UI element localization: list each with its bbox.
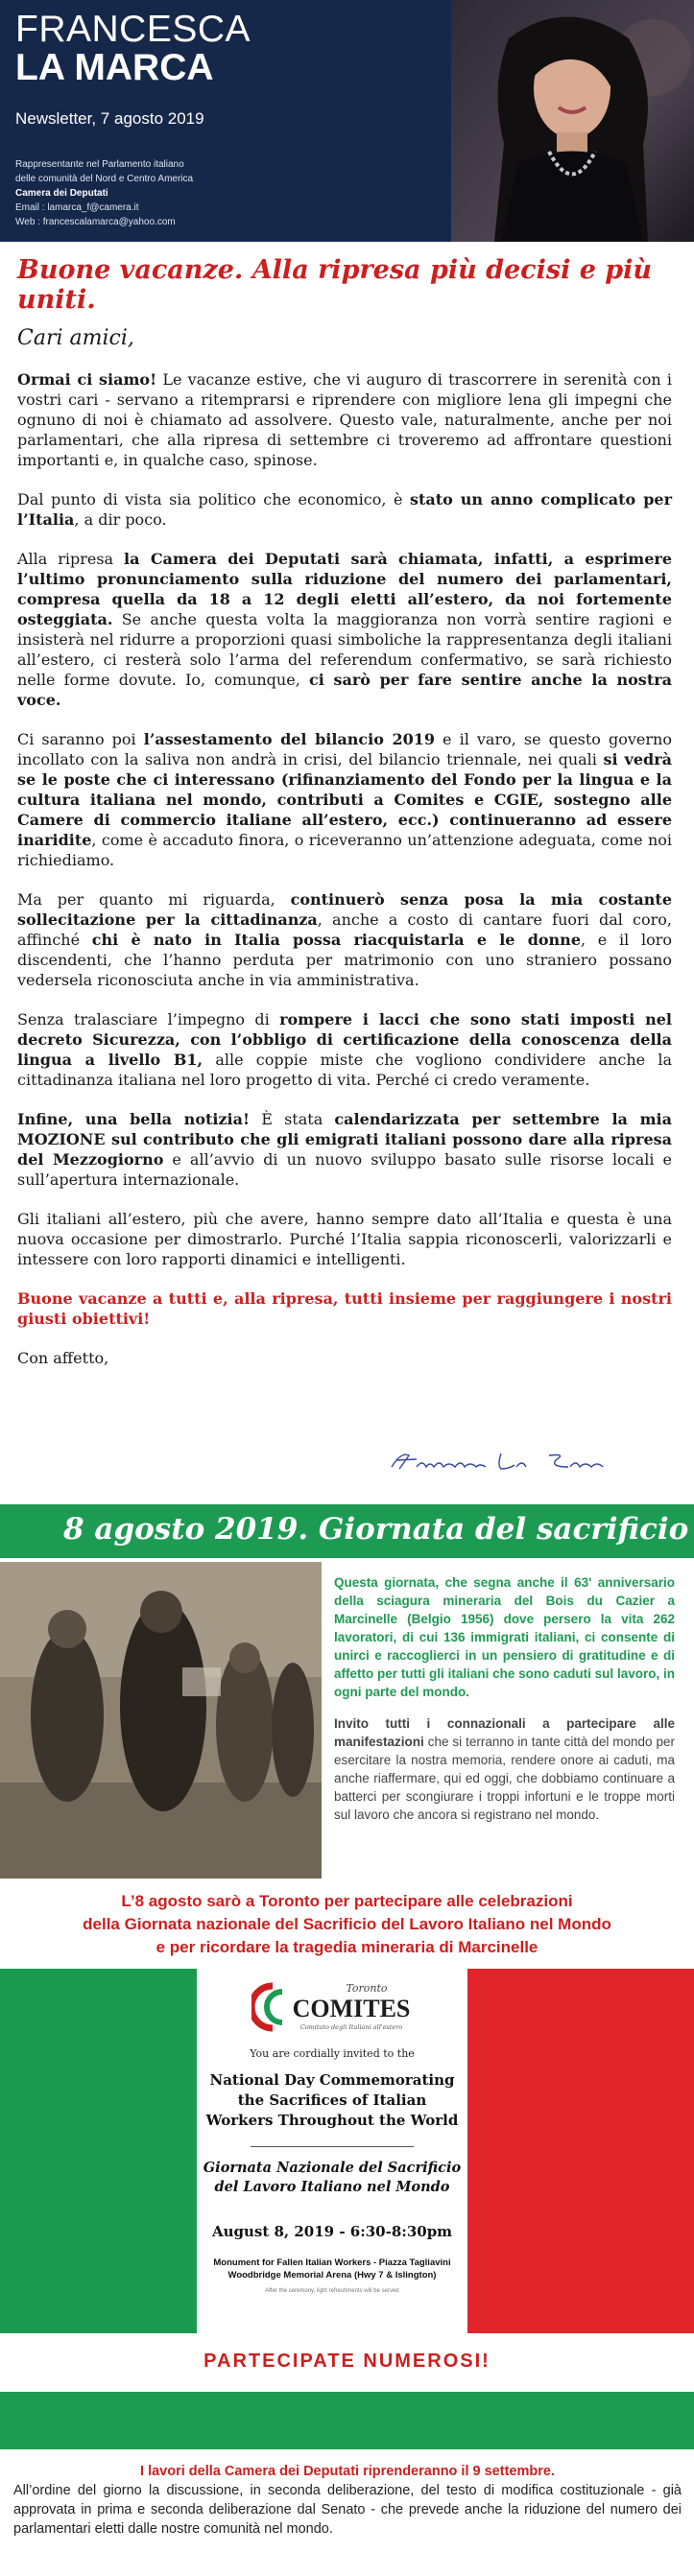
flyer-location-line: Woodbridge Memorial Arena (Hwy 7 & Islington) xyxy=(227,2270,437,2281)
flyer-title-en: National Day Commemorating the Sacrifices of Italian Workers Throughout the World xyxy=(205,2071,459,2129)
green-stripe xyxy=(0,2392,694,2449)
bold-text: l’assestamento del bilancio 2019 xyxy=(143,730,435,748)
flyer-location xyxy=(197,2257,467,2281)
letter-paragraph xyxy=(17,489,672,530)
sacrificio-intro: Questa giornata, che segna anche il 63' anniversario della sciagura mineraria del Bois du Cazier a Marcinelle (Belgio 1956) dove persero la vita 262 lavoratori, di cui 136 immigrati italiani, ci consente di unirci e raccoglierci in un pensiero di gratitudine e di affetto per tutti gli italiani che sono caduti sul lavoro, in ogni parte del mondo. xyxy=(334,1575,675,1699)
text-run: Dal punto di vista sia politico che economico, è xyxy=(17,490,410,508)
text-run: Senza tralasciare l’impegno di xyxy=(17,1010,280,1028)
bold-text: continuerò senza posa la mia costante sollecitazione per la cittadinanza xyxy=(17,890,672,929)
text-run: Ma per quanto mi riguarda, xyxy=(17,890,291,909)
svg-text:Comitato degli Italiani all'es: Comitato degli Italiani all'estero xyxy=(299,2023,403,2031)
text-run: , e il loro discendenti, che l’hanno perduta per matrimonio con uno straniero possano vedersela riconosciuta anche in via amministrativa. xyxy=(17,931,672,989)
author-role: Rappresentante nel Parlamento italiano xyxy=(15,159,184,170)
text-run: Alla ripresa xyxy=(17,550,124,568)
bold-text: la Camera dei Deputati sarà chiamata, infatti, a esprimere l’ultimo pronunciamento sulla riduzione del numero dei parlamentari, compresa quella da 18 a 12 degli eletti all’estero, da noi fortemente osteggiata. xyxy=(17,550,673,628)
flyer-location-line: Monument for Fallen Italian Workers - Piazza Tagliavini xyxy=(213,2257,451,2268)
toronto-line: L’8 agosto sarò a Toronto per partecipare alle celebrazioni xyxy=(121,1892,573,1910)
section-banner xyxy=(0,1504,694,1558)
comites-logo xyxy=(251,1978,417,2036)
newsletter-header xyxy=(0,0,694,242)
toronto-line: della Giornata nazionale del Sacrificio del Lavoro Italiano nel Mondo xyxy=(83,1915,611,1933)
bold-text: Ormai ci siamo! xyxy=(17,370,157,389)
author-constituency: delle comunità del Nord e Centro America xyxy=(15,174,194,184)
letter-greeting: Cari amici, xyxy=(17,326,134,350)
text-run: Se anche questa volta la maggioranza non vorrà sentire ragioni e insisterà nel ridurre a proporzioni quasi simboliche la rappresentanza degli italiani all’estero, ci resterà solo l’arma del referendum confermativo, se sarà richiesto nelle forme dovute. Io, comunque, xyxy=(17,610,672,689)
author-portrait xyxy=(451,0,694,242)
bold-text: si vedrà se le poste che ci interessano (rifinanziamento del Fondo per la lingua e la cultura italiana nel mondo, contributi a Comites e CGIE, sostegno alle Camere di commercio italiane all’estero, ecc.) continueranno ad essere inaridite xyxy=(17,750,672,849)
bold-text: calendarizzata per settembre la mia MOZIONE sul contributo che gli emigrati italiani possono dare alla ripresa del Mezzogiorno xyxy=(17,1110,672,1169)
flag-green-panel xyxy=(0,1969,197,2333)
text-run: Ci saranno poi xyxy=(17,730,144,748)
letter-paragraph xyxy=(17,1209,672,1269)
letter-body xyxy=(17,328,672,1387)
flyer-content xyxy=(197,1969,467,2333)
toronto-line: e per ricordare la tragedia mineraria di Marcinelle xyxy=(156,1938,538,1956)
flyer-invite: You are cordially invited to the xyxy=(250,2047,415,2060)
footer-headline: I lavori della Camera dei Deputati riprenderanno il 9 settembre. xyxy=(140,2464,555,2479)
author-first-name: FRANCESCA xyxy=(15,9,251,50)
svg-text:COMITES: COMITES xyxy=(292,1995,411,2022)
bold-text: Infine, una bella notizia! xyxy=(17,1110,251,1128)
text-run: , anche a costo di cantare fuori dal coro, affinché xyxy=(17,910,673,949)
toronto-announcement xyxy=(0,1890,694,1959)
letter-paragraph xyxy=(17,889,672,990)
bold-text: ci sarò per fare sentire anche la nostra voce. xyxy=(17,671,673,709)
flyer-title-it: Giornata Nazionale del Sacrificio del Lavoro Italiano nel Mondo xyxy=(203,2160,462,2195)
footer-note xyxy=(13,2462,682,2539)
flyer-note: After the ceremony, light refreshments will be served xyxy=(265,2288,399,2294)
author-last-name: LA MARCA xyxy=(15,47,214,88)
bold-text: rompere i lacci che sono stati imposti nel decreto Sicurezza, con l’obbligo di certificazione della conoscenza della lingua a livello B1, xyxy=(17,1010,672,1069)
letter-paragraph xyxy=(17,1109,672,1190)
handwritten-signature xyxy=(388,1448,609,1475)
text-run: e all’avvio di un nuovo sviluppo basato sulle risorse locali e sull’apertura internazionale. xyxy=(17,1150,672,1189)
letter-paragraph xyxy=(17,549,672,710)
flyer-divider xyxy=(251,2146,414,2147)
letter-paragraph xyxy=(17,369,672,470)
call-to-action: PARTECIPATE NUMEROSI! xyxy=(203,2351,491,2372)
sacrificio-invite xyxy=(334,1714,675,1824)
section-title: 8 agosto 2019. Giornata del sacrificio xyxy=(63,1512,689,1547)
newsletter-subject: Buone vacanze. Alla ripresa più decisi e più uniti. xyxy=(17,255,653,315)
author-web[interactable]: Web : francescalamarca@yahoo.com xyxy=(15,217,176,227)
text-run: Gli italiani all’estero, più che avere, hanno sempre dato all’Italia e questa è una nuova occasione per dimostrarlo. Purché l’Italia sappia riconoscerli, valorizzarli e intessere con loro rapporti dinamici e intelligenti. xyxy=(17,1210,672,1268)
text-run: e il varo, se questo governo incollato con la saliva non andrà in crisi, del bilancio triennale, nei quali xyxy=(17,730,672,768)
letter-paragraph xyxy=(17,1009,672,1090)
text-run: , a dir poco. xyxy=(74,510,167,529)
author-info xyxy=(15,157,193,229)
sacrificio-text xyxy=(334,1573,675,1837)
author-email[interactable]: Email : lamarca_f@camera.it xyxy=(15,202,139,213)
letter-closing-wish: Buone vacanze a tutti e, alla ripresa, tutti insieme per raggiungere i nostri giusti obiettivi! xyxy=(17,1289,672,1328)
text-run: , come è accaduto finora, o riceveranno un’attenzione adeguata, come noi richiediamo. xyxy=(17,831,672,869)
text-run: È stata xyxy=(250,1110,335,1128)
historical-photo xyxy=(0,1562,322,1879)
flyer-date: August 8, 2019 - 6:30-8:30pm xyxy=(211,2223,453,2240)
text-run: Le vacanze estive, che vi auguro di trascorrere in serenità con i vostri cari - servano a ritemprarsi e riprendere con migliore lena gli impegni che ognuno di noi è chiamato ad assolvere. Questo vale, naturalmente, anche per noi parlamentari, che alla ripresa di settembre ci troveremo ad affrontare questioni importanti e, in qualche caso, spinose. xyxy=(17,370,673,469)
svg-text:Toronto: Toronto xyxy=(346,1982,388,1995)
bold-text: Invito tutti i connazionali a partecipare alle manifestazioni xyxy=(334,1716,675,1749)
letter-signoff: Con affetto, xyxy=(17,1349,109,1367)
flag-red-panel xyxy=(467,1969,694,2333)
letter-paragraph xyxy=(17,729,672,870)
event-flyer xyxy=(0,1969,694,2333)
text-run: alle coppie miste che vogliono condividere anche la cittadinanza italiana nel loro progetto di vita. Perché ci credo veramente. xyxy=(17,1051,672,1089)
author-chamber: Camera dei Deputati xyxy=(15,188,108,199)
bold-text: chi è nato in Italia possa riacquistarla e le donne xyxy=(91,931,581,949)
footer-body: All’ordine del giorno la discussione, in seconda deliberazione, del testo di modifica costituzionale - già approvata in prima e seconda deliberazione dal Senato - che prevede anche la riduzione del numero dei parlamentari eletti dalle nostre comunità nel mondo. xyxy=(13,2483,682,2537)
newsletter-date: Newsletter, 7 agosto 2019 xyxy=(15,109,204,128)
bold-text: stato un anno complicato per l’Italia xyxy=(17,490,672,529)
text-run: che si terranno in tante città del mondo per esercitare la nostra memoria, rendere onore ai caduti, ma anche riaffermare, qui ed oggi, che dobbiamo continuare a batterci per scongiurare i troppi infortuni e le troppe morti sul lavoro che ancora si registrano nel mondo. xyxy=(334,1735,675,1822)
